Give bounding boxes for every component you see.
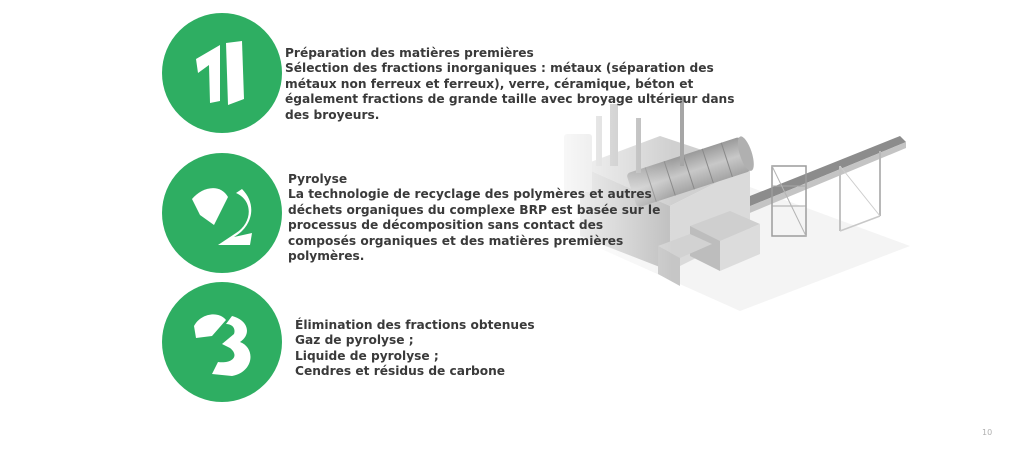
step-1-line: métaux non ferreux et ferreux), verre, céramique, béton et: [285, 76, 694, 91]
step-2-number-icon: [162, 153, 282, 273]
step-3-number-icon: [162, 282, 282, 402]
step-2-line: processus de décomposition sans contact des: [288, 218, 604, 233]
step-2-title: Pyrolyse: [288, 172, 348, 186]
step-3-line: Gaz de pyrolyse ;: [295, 333, 414, 348]
page-number: 10: [982, 428, 993, 437]
step-2-text: [288, 172, 660, 264]
step-1-text: [285, 46, 735, 123]
step-2-line: polymères.: [288, 249, 365, 264]
step-2-line: déchets organiques du complexe BRP est basée sur le: [288, 202, 661, 217]
step-1-title: Préparation des matières premières: [285, 46, 534, 60]
step-3-line: Cendres et résidus de carbone: [295, 364, 506, 379]
step-1-number-icon: [162, 13, 282, 133]
step-2-line: composés organiques et des matières premières: [288, 233, 624, 248]
step-2-line: La technologie de recyclage des polymères et autres: [288, 187, 652, 202]
step-1-line: également fractions de grande taille avec broyage ultérieur dans: [285, 92, 735, 107]
step-1-line: Sélection des fractions inorganiques : métaux (séparation des: [285, 61, 714, 76]
step-3-title: Élimination des fractions obtenues: [295, 318, 535, 332]
step-3-line: Liquide de pyrolyse ;: [295, 348, 439, 363]
step-1-line: des broyeurs.: [285, 107, 380, 122]
step-3-text: [295, 318, 535, 380]
